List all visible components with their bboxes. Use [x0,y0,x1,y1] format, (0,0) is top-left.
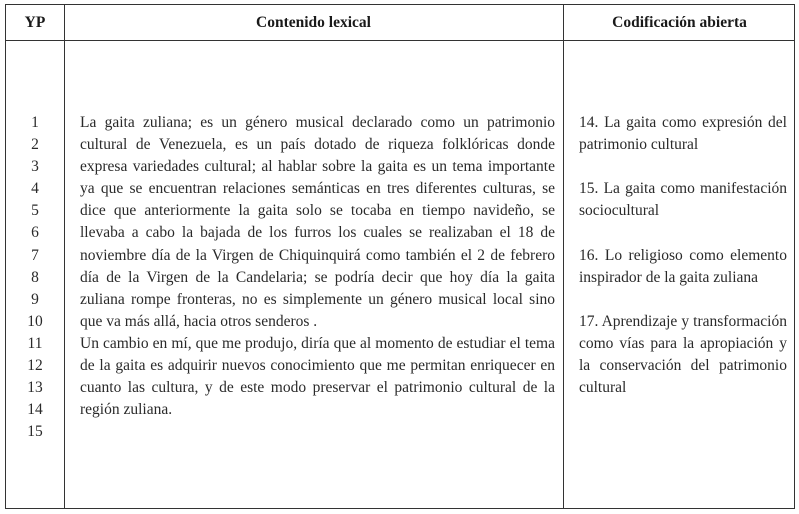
code-item: 17. Aprendizaje y transformación como vías para la apropiación y la conservación del patrimonio cultural [579,312,787,397]
lexical-paragraph: La gaita zuliana; es un género musical declarado como un patrimonio cultural de Venezuela, es un país dotado de riqueza folklóricas donde expresa variedades cultural; al hablar sobre la gaita es un tema importante ya que se encuentran relaciones semánticas en tres diferentes culturas, se dice que anteriormente la gaita solo se tocaba en tiempo navideño, se llevaba a cabo la bajada de los furros los cuales se realizaban el 18 de noviembre día de la Virgen de Chiquinquirá como también el 2 de febrero día de la Virgen de la Candelaria; se podría decir que hoy día la gaita zuliana rompe fronteras, no es simplemente un género musical local sino que va más allá, hacia otros senderos . [80,114,555,330]
header-lexical-content: Contenido lexical [256,14,371,31]
open-coding-content [579,112,787,421]
line-number: 8 [31,268,39,286]
line-numbers [6,112,64,443]
code-item: 14. La gaita como expresión del patrimonio cultural [579,114,787,154]
line-number: 1 [31,114,39,131]
header-yp: YP [24,14,46,31]
line-number: 4 [31,180,39,198]
line-number: 10 [27,312,43,330]
coding-table [5,4,795,509]
line-number: 14 [27,401,43,419]
header-divider [6,40,794,41]
line-number: 2 [31,136,39,154]
line-number: 3 [31,158,39,176]
header-open-coding: Codificación abierta [612,14,747,31]
lexical-paragraph: Un cambio en mí, que me produjo, diría que al momento de estudiar el tema de la gaita es adquirir nuevos conocimiento que me permitan enriquecer en cuanto las cultura, y de este modo preservar el patrimonio cultural de la región zuliana. [80,334,555,419]
line-number: 12 [27,357,43,375]
line-number: 7 [31,246,39,264]
line-number: 5 [31,202,39,220]
line-number: 15 [27,423,43,441]
lexical-content [80,112,555,421]
line-number: 13 [27,379,43,397]
code-item: 15. La gaita como manifestación sociocultural [579,180,787,220]
column-divider [64,5,65,508]
line-number: 11 [27,334,43,352]
code-item: 16. Lo religioso como elemento inspirador de la gaita zuliana [579,246,787,286]
column-divider [563,5,564,508]
line-number: 9 [31,290,39,308]
line-number: 6 [31,224,39,242]
